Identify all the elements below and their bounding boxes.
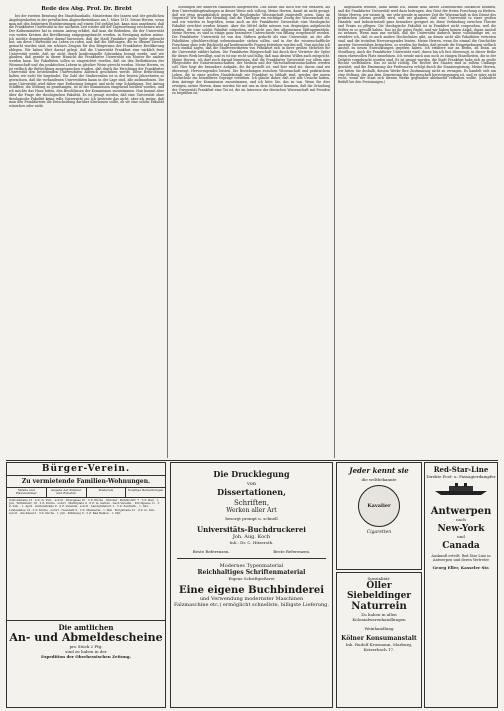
column-header: Straße und Hausnummer (7, 488, 47, 497)
druck-line-6: besorgt prompt u. schnell (225, 516, 278, 521)
siebeldinger-ad (336, 572, 422, 708)
bottom-line-1: Die amtlichen (58, 622, 114, 632)
siebel-line-6: Kölner Konsumanstalt (341, 635, 417, 642)
redstar-nach: nach (456, 517, 466, 522)
column-header: Sonstige Bemerkungen (127, 488, 164, 492)
druck-line-10: Modernes Typenmaterial (219, 563, 284, 569)
table-header (7, 487, 165, 498)
reference-left: Beste Referenzen. (192, 549, 230, 554)
druck-line-14: und Verwendung modernster Maschinen (199, 596, 304, 602)
bottom-line-3: pro Stück 2 Pfg. (69, 643, 103, 649)
druck-line-8: Joh. Aug. Koch (232, 534, 271, 540)
siebel-line-2: Oller Siebeldinger (346, 581, 412, 601)
redstar-info: Auskunft erteilt: Red Star Line in Antwerpen und deren Vertreter (431, 554, 491, 562)
article-text-3: abgehalten wurden, dann meine ich, darauf muß dieses Zeitbedürfnis Rücksicht nehmen, und die Frankfurter Universität wird dazu beitragen, den Geist der freien Forschung zu fördern. Meine Herren, wir wissen ja, wie sehr gerade in unserer Zeit die Wissenschaft in den Dienst des praktischen Lebens gestellt wird, und wir glauben, daß eine Universität in einer großen Handels- und Industriestadt ganz besonders geeignet ist, diese Verbindung zwischen Theorie und Praxis zu pflegen. Die theologische Fakultät ist in Frankfurt nicht vorgesehen, weil die Stifter es so gewollt haben. Das ist ihr gutes Recht, und wir haben keinen Anlaß, daran Anstoß zu nehmen. Wenn man uns vorhält, daß die Universität dadurch keine vollständige sei, so erwidere ich, daß es auch andere Hochschulen gibt, an denen nicht alle Fakultäten vertreten sind, und die trotzdem Hervorragendes leisten. Meine Herren, wenn Sie einmal die Geschichte unserer Universitäten betrachten, so werden Sie finden, daß gerade die Neugründungen vielfach Anstoß zu neuen Entwicklungen gegeben haben. Ich erinnere nur an Berlin, an Bonn, an Straßburg. Auch die Frankfurter Universität wird, davon bin ich fest überzeugt, in dieser Reihe einen ehrenvollen Platz einnehmen. Ich wende mich nun noch zu einigen Einzelheiten, die in der Debatte vorgebracht worden sind. Es ist gesagt worden, die Stadt Frankfurt habe sich zu große Rechte vorbehalten. Das ist nicht richtig. Die Rechte des Staates sind in vollem Umfange gewahrt, und die Ernennung der Professoren erfolgt durch die Staatsregierung. Meine Herren, wir bitten Sie deshalb, diesem Werke Ihre Zustimmung nicht zu versagen. Es handelt sich um eine Stiftung, die aus dem Gemeinsinn der Bürgerschaft hervorgegangen ist, und es wäre nicht recht, wenn der Staat sich diesem Werke gegenüber ablehnend verhalten wollte. (Lebhafter Beifall bei den Freisinnigen.) (338, 6, 496, 84)
article-text-1: bei der zweiten Beratung des Staatshaushalts, Ministerium des Innern und der geistlichen Angelegenheiten in der preußischen Abgeordnetenhaus am 1. März 1913. Meine Herren, wenn man mit den bisherigen Etatsberatungen auf einem Teil gefolgt hat, kann man annehmen, daß die Frankfurter Universität in der nächsten Zeit wieder auf der Tagesordnung erscheinen wird. Der Kultusminister hat in seinem Antrag erklärt, daß man die Bedenken, die der Universität von weiten Kreisen der Bevölkerung entgegengebracht werden, in Erwägung ziehen müsse. Ich möchte demgegenüber darauf hinweisen, daß die Stadt Frankfurt große Opfer gebracht hat, um diese Universität ins Leben zu rufen, und daß die Stiftungen, die zu diesem Zwecke gemacht worden sind, ein schönes Zeugnis für den Bürgersinn der Frankfurter Bevölkerung ablegen. Wir haben Wert darauf gelegt, daß die Universität Frankfurt eine wirklich freie Universität werde, daß sie nicht durch konfessionelle Schranken beengt werde, und wir glauben, daß gerade in dieser Hinsicht die Frankfurter Universität ein Muster für andere werden kann. Die Fakultäten sollen so eingerichtet werden, daß sie den Bedürfnissen der Wissenschaft und des praktischen Lebens in gleicher Weise gerecht werden. Meine Herren, es ist vielfach die Befürchtung ausgesprochen worden, daß durch die Errichtung der Frankfurter Universität den bestehenden Universitäten Abbruch geschehen werde. Diese Befürchtung halten wir nicht für begründet. Die Zahl der Studierenden ist in den letzten Jahrzehnten so gewachsen, daß die vorhandenen Universitäten kaum in der Lage sind, alle aufzunehmen. Die neue Universität wird daher eine Entlastung bringen und nicht eine Schädigung. Der Antrag Schiffner, die Stiftung zu genehmigen, ist in der Kommission eingehend beraten worden, und ich möchte das Haus bitten, den Beschlüssen der Kommission zuzustimmen. Nun kommt aber über die Frage der theologischen Fakultät. Es ist gesagt worden, daß eine Universität ohne theologische Fakultät keine volle Universität sei. Ich bestreite das nicht, aber ich meine, daß man den Frankfurtern die Entscheidung darüber überlassen sollte, ob sie eine solche Fakultät wünschen oder nicht. (9, 14, 164, 108)
siebel-line-5: Weinhandlung (364, 626, 394, 631)
druck-divider (177, 558, 326, 559)
table-rows: Schloßstraße 13 · 4 Z. m. Zub. · sofort · Obergasse 25 · 3 Z. Küche · Oktober · Bahnhofstr. 7 · 5 Z. Bad · 1. Juli · Wilhelmstr. 18 · 2 Z. Küche · sofort · Marktplatz 4 · 6 Z. m. Garten · nach Vereinb. · Kirchgasse 11 · 3 Z. Zub. · 1. April · Gartenstraße 9 · 4 Z. Veranda · sofort · Landgrafenstr. 2 · 5 Z. Zentralh. · 1. Okt. · Lindenallee 14 · 3 Z. Küche · sofort · Neustadt 6 · 2 Z. Mansarde · 1. Mai · Burgstraße 21 · 4 Z. m. Zub. · sofort · Am Kanal 3 · 3 Z. Küche · 1. Juli · Mühlweg 8 · 5 Z. Bad Balkon · 1. Okt. (9, 497, 160, 515)
ads-divider (6, 460, 498, 461)
druck-line-13: Eine eigene Buchbinderei (178, 585, 325, 596)
bottom-line-4: sind zu haben in der (65, 648, 107, 654)
kavalier-subline: die weltbekannte (361, 477, 397, 482)
ship-icon (431, 482, 491, 496)
siebel-line-1: Spezialität: (367, 576, 391, 581)
redstar-subtitle: Direkte Post- u. Passagierdampfer (426, 474, 496, 479)
kavalier-product: Cigaretten (366, 530, 392, 535)
reference-right: Beste Referenzen. (273, 549, 311, 554)
siebel-line-4: Zu haben in allen Kolonialwarenhandlungen (352, 612, 406, 622)
redstar-port-2: New-York (437, 524, 485, 534)
redstar-und: und (457, 534, 465, 539)
kavalier-seal: Kavalier (358, 485, 400, 527)
column-divider (167, 6, 168, 458)
druck-line-7: Universitäts-Buchdruckerei (197, 525, 306, 534)
druck-references (171, 549, 332, 554)
kavalier-ad (336, 462, 422, 570)
bottom-line-2: An- und Abmeldescheine (9, 630, 163, 644)
druck-line-9: Inh.: Dr. C. Hitzeroth. (229, 540, 274, 545)
column-header: Angabe der Zimmer und Zubehör (47, 488, 87, 497)
druck-line-2: von (246, 481, 257, 487)
siebel-line-7: Inh. Rudolf Krusmann, Marburg, Ketzerbach 17. (345, 642, 413, 652)
redstar-title: Red-Star-Line (433, 465, 489, 474)
column-header: Mietpreis (87, 488, 127, 497)
druck-line-5: Werken aller Art (226, 507, 277, 514)
siebel-line-3: Naturrein (351, 601, 407, 612)
redstar-port-3: Canada (442, 541, 480, 551)
redstar-port-1: Antwerpen (430, 506, 492, 517)
buerger-verein-ad (6, 462, 166, 708)
redstar-agent: Georg Eller, Kasseler Str. (432, 565, 490, 570)
kavalier-headline: Jeder kennt sie (349, 466, 409, 475)
druck-line-11: Reichhaltiges Schriftenmaterial (197, 569, 306, 576)
ad-bottom (7, 620, 165, 659)
druck-line-4: Schriften, (233, 499, 270, 507)
druck-line-12: Eigene Schriftgießerei (228, 576, 275, 581)
article-heading: Rede des Abg. Prof. Dr. Brebt (41, 6, 132, 12)
column-divider (334, 6, 335, 458)
druck-ad (170, 462, 333, 708)
druck-line-3: Dissertationen, (217, 487, 286, 497)
article-column-2 (172, 6, 330, 458)
red-star-line-ad (424, 462, 498, 708)
druck-line-15: Falzmaschine etc.) ermöglicht schnellste, billigste Lieferung. (174, 602, 329, 608)
druck-line-1: Die Drucklegung (213, 469, 290, 479)
article-column-1 (9, 6, 164, 458)
article-column-3 (338, 6, 496, 458)
bottom-line-5: Expedition der Oberhessischen Zeitung. (41, 653, 131, 659)
ad-title: Bürger-Verein. (7, 463, 165, 476)
article-text-2: Stiftungen der anderen Fakultäten ausgeworfen. Das bleibt uns doch wie wir erfahren, als dem Universitätsgründungen in dieser Weise sich vollzog. Meine Herren, damit ist nicht gesagt, daß wir etwa grundsätzlich gegen die theologische Wissenschaft eingestellt seien. Ganz im Gegenteil! Wir sind der Meinung, daß die Theologie ein wichtiger Zweig der Wissenschaft ist, und wir würden es begrüßen, wenn auch an der Frankfurter Universität eine theologische Fakultät errichtet werden könnte. Aber die Mittel dafür müssen von denjenigen aufgebracht werden, die eine solche Fakultät wünschen, und nicht aus den allgemeinen Stiftungsmitteln. Meine Herren, es sind in einige ganz besondere Unterschiede von Belang vorgebracht worden. Die Frankfurter Universität ist von den Stiftern gedacht als eine Universität, an der alle Fakultäten gleichberechtigt nebeneinander stehen sollen, und in der die wissenschaftliche Forschung ohne jede Rücksicht auf konfessionelle Fragen betrieben werden soll. Nun möchte ich noch einmal sagen, daß die Stadtverordneten von Frankfurt sich in ihrer großen Mehrheit für die Universität erklärt haben. Die Frankfurter Bürgerschaft hat durch ihre Vertreter die Opfer für dieses Werk bewilligt, und es ist nur recht und billig, daß man diesem Willen auch entspricht. Meine Herren, ich darf noch darauf hinweisen, daß die Frankfurter Universität vor allem eine Pflegestätte der Naturwissenschaften, der Medizin und der Wirtschaftswissenschaften werden soll. Hier liegt die besondere Aufgabe, die ihr gestellt ist, und hier wird sie, davon sind wir überzeugt, Hervorragendes leisten. Die Beziehungen zwischen Wissenschaft und praktischem Leben, die in einer großen Handelsstadt wie Frankfurt so lebhaft sind, werden der neuen Hochschule ein besonderes Gepräge verleihen. Ich glaube daher, daß wir alle Ursache haben, dem Antrage der Kommission zuzustimmen, und ich bitte Sie, das zu tun. Wenn Sie dies erwägen, meine Herren, dann werden Sie mit uns zu dem Schlusse kommen, daß die Gründung der Universität Frankfurt eine Tat ist, die im Interesse der deutschen Wissenschaft mit Freuden zu begrüßen ist. (172, 6, 330, 96)
ad-subtitle: Zu vermietende Familien-Wohnungen. (21, 478, 151, 485)
